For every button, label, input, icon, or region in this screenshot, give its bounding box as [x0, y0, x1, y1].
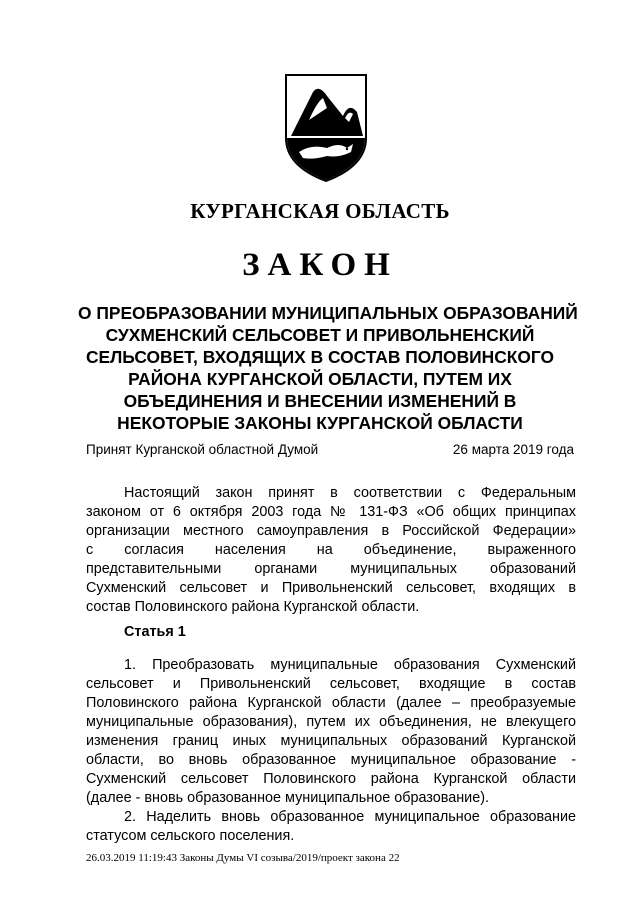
text-line: Сухменский сельсовет Половинского района Курганской области: [86, 771, 576, 787]
adoption-statement: Принят Курганской областной Думой: [86, 442, 319, 457]
preamble: [86, 484, 576, 617]
article-body: [86, 656, 576, 846]
text-line: муниципальные образования), путем их объединения, не влекущего: [86, 714, 576, 730]
text-line: статусом сельского поселения.: [86, 828, 295, 844]
text-line: 1. Преобразовать муниципальные образования Сухменский: [124, 657, 576, 673]
text-line: изменения границ иных муниципальных образований Курганской: [86, 733, 576, 749]
text-line: сельсовет и Привольненский сельсовет, входящие в состав: [86, 676, 576, 692]
text-line: области, во вновь образованное муниципальное образование -: [86, 752, 576, 768]
title-line: СУХМЕНСКИЙ СЕЛЬСОВЕТ И ПРИВОЛЬНЕНСКИЙ: [105, 325, 535, 345]
footer-stamp: 26.03.2019 11:19:43 Законы Думы VI созыва/2019/проект закона 22: [86, 852, 400, 864]
adoption-date: 26 марта 2019 года: [452, 442, 574, 457]
document-type: ЗАКОН: [242, 247, 398, 283]
title-line: О ПРЕОБРАЗОВАНИИ МУНИЦИПАЛЬНЫХ ОБРАЗОВАНИЙ: [78, 303, 578, 323]
text-line: представительными органами муниципальных образований: [86, 561, 576, 577]
title-line: СЕЛЬСОВЕТ, ВХОДЯЩИХ В СОСТАВ ПОЛОВИНСКОГО: [85, 347, 555, 367]
region-name: КУРГАНСКАЯ ОБЛАСТЬ: [190, 199, 450, 223]
title-line: ОБЪЕДИНЕНИЯ И ВНЕСЕНИИ ИЗМЕНЕНИЙ В: [123, 391, 517, 411]
text-line: Сухменский сельсовет и Привольненский сельсовет, входящих в: [86, 580, 576, 596]
text-line: состав Половинского района Курганской области.: [86, 599, 420, 615]
title-line: НЕКОТОРЫЕ ЗАКОНЫ КУРГАНСКОЙ ОБЛАСТИ: [117, 413, 523, 433]
text-line: Настоящий закон принят в соответствии с Федеральным: [124, 485, 576, 501]
text-line: законом от 6 октября 2003 года № 131-ФЗ «Об общих принципах: [86, 504, 576, 520]
title-line: РАЙОНА КУРГАНСКОЙ ОБЛАСТИ, ПУТЕМ ИХ: [128, 369, 512, 389]
article-heading: Статья 1: [124, 624, 186, 640]
text-line: (далее - вновь образованное муниципальное образование).: [86, 790, 489, 806]
text-line: с согласия населения на объединение, выраженного: [86, 542, 576, 558]
text-line: организации местного самоуправления в Российской Федерации»: [86, 523, 576, 539]
coat-of-arms-icon: [283, 72, 369, 184]
text-line: 2. Наделить вновь образованное муниципальное образование: [124, 809, 576, 825]
text-line: Половинского района Курганской области (далее – преобразуемые: [86, 695, 576, 711]
law-title: [78, 302, 578, 434]
